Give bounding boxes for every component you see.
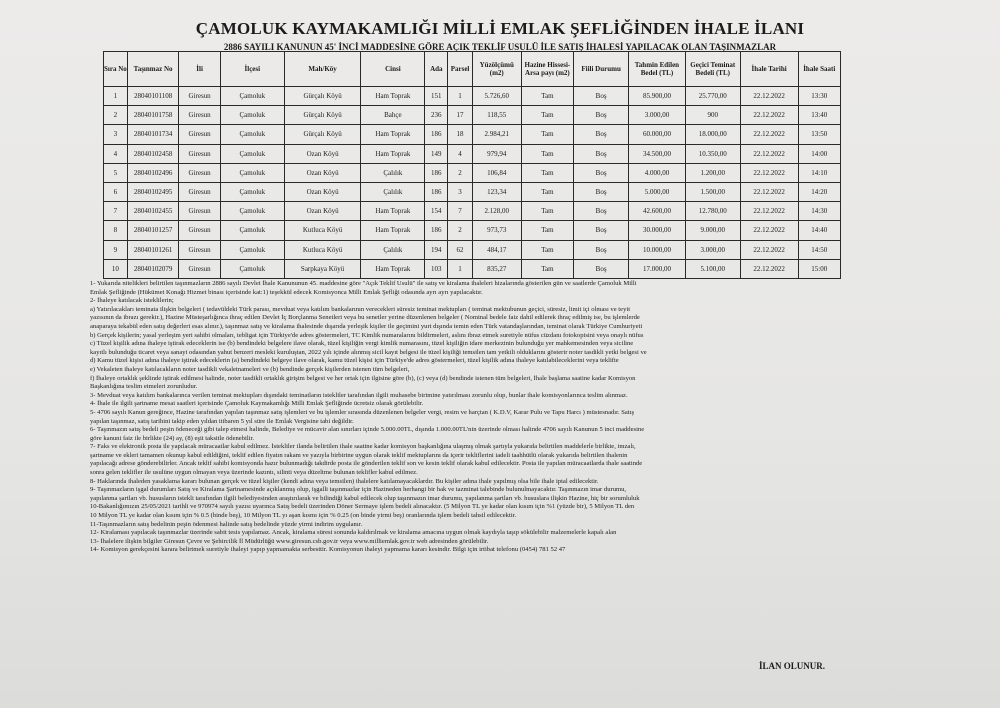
- table-cell: 22.12.2022: [740, 87, 798, 106]
- table-cell: Ozan Köyü: [284, 144, 360, 163]
- column-header: Mah/Köy: [284, 52, 360, 87]
- table-row: [104, 221, 841, 240]
- table-cell: 22.12.2022: [740, 106, 798, 125]
- table-cell: Gürçalı Köyü: [284, 87, 360, 106]
- table-cell: 60.000,00: [629, 125, 686, 144]
- table-cell: 123,34: [472, 182, 521, 201]
- table-cell: Tam: [521, 182, 574, 201]
- table-cell: 22.12.2022: [740, 221, 798, 240]
- table-cell: Ham Toprak: [361, 87, 425, 106]
- table-cell: 1: [448, 259, 473, 278]
- table-cell: Çamoluk: [220, 106, 284, 125]
- table-cell: 28040102079: [127, 259, 179, 278]
- table-cell: Tam: [521, 259, 574, 278]
- table-cell: 10.350,00: [685, 144, 740, 163]
- table-cell: 3.000,00: [685, 240, 740, 259]
- table-cell: 22.12.2022: [740, 125, 798, 144]
- table-cell: Tam: [521, 221, 574, 240]
- table-cell: Çalılık: [361, 182, 425, 201]
- table-cell: 6: [104, 182, 128, 201]
- table-cell: 28040101257: [127, 221, 179, 240]
- column-header: İhale Saati: [798, 52, 840, 87]
- table-row: [104, 182, 841, 201]
- table-cell: 1.200,00: [685, 163, 740, 182]
- note-line: yapılanma şartları vb. hususların istekli tarafından ilgili belediyesinden araştırılarak ve bilindiği kabul edilecek olup taşınmazın imar durumu, yapılanma şartları vb. hususlara ilişkin Hazine, hiç bir sorumluluk: [90, 494, 640, 502]
- note-line: 12- Kiralaması yapılacak taşınmazlar üzerinde sabit tesis yapılamaz. Ancak, kiralama süresi sonunda kaldırılmak ve kiralama amacına uygun olmak kaydıyla taşıp sökülebilir malzemelerle kapalı alan: [90, 529, 617, 537]
- table-cell: Kutluca Köyü: [284, 221, 360, 240]
- table-cell: 186: [425, 182, 448, 201]
- table-cell: 14:40: [798, 221, 840, 240]
- table-cell: 14:00: [798, 144, 840, 163]
- table-cell: 186: [425, 125, 448, 144]
- page-title: ÇAMOLUK KAYMAKAMLIĞI MİLLİ EMLAK ŞEFLİĞİNDEN İHALE İLANI: [195, 19, 805, 38]
- column-header: Yüzölçümü (m2): [472, 52, 521, 87]
- table-cell: 15:00: [798, 259, 840, 278]
- table-cell: Boş: [574, 163, 629, 182]
- table-cell: 154: [425, 202, 448, 221]
- table-cell: 5.726,60: [472, 87, 521, 106]
- note-line: kayıtlı bulunduğu ticaret veya sanayi odasından yahut benzeri mesleki kuruluştan, 2022 yılı içinde alınmış sicil kayıt belgesi ile tüzel kişiliği temsilen tam yetkili olduklarını gösterir noter tasdikli yetki belgesi ve: [90, 348, 647, 356]
- table-cell: 5.000,00: [629, 182, 686, 201]
- note-line: 14- Komisyon gerekçesini karara belirtmek suretiyle ihaleyi yapıp yapmamakta serbesttir. Komisyonun ihaleyi yapmama kararı kesindir. Bilgi için irtibat telefonu (0454) 781 52 47: [90, 546, 566, 554]
- table-cell: 4: [104, 144, 128, 163]
- table-cell: Giresun: [179, 106, 220, 125]
- table-cell: Tam: [521, 163, 574, 182]
- table-cell: 22.12.2022: [740, 240, 798, 259]
- table-cell: 5: [104, 163, 128, 182]
- table-cell: Boş: [574, 144, 629, 163]
- table-cell: Giresun: [179, 259, 220, 278]
- table-cell: Çamoluk: [220, 202, 284, 221]
- table-cell: 3: [448, 182, 473, 201]
- table-cell: 3: [104, 125, 128, 144]
- table-cell: Çamoluk: [220, 144, 284, 163]
- table-cell: 14:50: [798, 240, 840, 259]
- table-cell: 10.000,00: [629, 240, 686, 259]
- note-line: anaparaya tekabül eden satış değerleri esas alınır.), taşınmaz satış ve kiralama ihalesinde dışarıda yerleşik kişiler ile geçimini yurt dışında temin eden Türk vatandaşlarından, teminat olarak Türkiye Cumhuriyeti: [90, 322, 643, 330]
- table-cell: 186: [425, 221, 448, 240]
- table-cell: 979,94: [472, 144, 521, 163]
- note-line: 6- Taşınmazın satış bedeli peşin ödeneceği gibi talep etmesi halinde, Belediye ve mücavir alan sınırları içinde 5.000.00TL, dışında 1.000.00TL'nin üzerinde olması halinde 4706 sayılı Kanunun 5 inci maddesine: [90, 426, 645, 434]
- table-cell: 2: [448, 163, 473, 182]
- table-row: [104, 106, 841, 125]
- note-line: b) Gerçek kişilerin; yasal yerleşim yeri sahibi olmaları, tebligat için Türkiye'de adres göstermeleri, TC Kimlik numaralarını bildirmeleri, aslını ibraz etmek suretiyle nüfus cüzdanı fotokopisini veya onaylı nüfus: [90, 331, 644, 339]
- table-cell: 10: [104, 259, 128, 278]
- table-cell: 13:50: [798, 125, 840, 144]
- table-cell: 1: [104, 87, 128, 106]
- table-cell: Çamoluk: [220, 259, 284, 278]
- note-line: Başkanlığına teslim etmeleri zorunludur.: [90, 383, 198, 391]
- table-cell: 17.000,00: [629, 259, 686, 278]
- table-cell: Giresun: [179, 125, 220, 144]
- column-header: Sıra No: [104, 52, 128, 87]
- table-cell: 7: [104, 202, 128, 221]
- table-cell: 22.12.2022: [740, 182, 798, 201]
- table-cell: 25.770,00: [685, 87, 740, 106]
- note-line: c) Tüzel kişilik adına ihaleye iştirak edeceklerin ise (b) bendindeki belgelere ilave olarak, tüzel kişiliğin vergi kimlik numarasını, tüzel kişiliğin idare merkezinin bulunduğu yer mahkemesinden veya siciline: [90, 340, 634, 348]
- table-cell: 4: [448, 144, 473, 163]
- table-cell: 186: [425, 163, 448, 182]
- note-line: 4- İhale ile ilgili şartname mesai saatleri içerisinde Çamoluk Kaymakamlığı Milli Emlak Şefliğinde ücretsiz olarak görülebilir.: [90, 400, 424, 408]
- table-cell: 4.000,00: [629, 163, 686, 182]
- note-line: yapılacağı adrese gönderebilirler. Ancak teklif sahibi komisyonda hazır bulunmadığı takdirde posta ile gönderilen teklif son ve kesin teklif olarak kabul edilecektir. Posta ile yapılan müracaatlarda ihale saatinde: [90, 460, 643, 468]
- table-cell: 28040101734: [127, 125, 179, 144]
- table-cell: 28040101261: [127, 240, 179, 259]
- table-row: [104, 240, 841, 259]
- table-cell: 28040102455: [127, 202, 179, 221]
- table-cell: 484,17: [472, 240, 521, 259]
- table-cell: 5.100,00: [685, 259, 740, 278]
- note-line: 9- Taşınmazların işgal durumları Satış ve Kiralama Şartnamesinde açıklanmış olup, işgalli taşınmazlar için Hazineden herhangi bir hak ve tazminat talebinde bulunulmayacaktır. Taşınmazın imar durumu,: [90, 486, 627, 494]
- table-cell: 14:10: [798, 163, 840, 182]
- table-cell: 149: [425, 144, 448, 163]
- note-line: 1- Yukarıda nitelikleri belirtilen taşınmazların 2886 sayılı Devlet İhale Kanununun 45. maddesine göre "Açık Teklif Usulü" ile satış ve kiralama ihaleleri hizalarında gösterilen gün ve saatlerde Çamoluk Milli: [90, 280, 637, 287]
- table-cell: 22.12.2022: [740, 202, 798, 221]
- table-cell: 18: [448, 125, 473, 144]
- table-cell: Giresun: [179, 182, 220, 201]
- column-header: Ada: [425, 52, 448, 87]
- note-line: Emlak Şefliğinde (Hükümet Konağı Hizmet binası içerisinde kat:1) teşekkül edecek Komisyonca Milli Emlak Şefliği odasında ayrı ayrı yapılacaktır.: [90, 288, 483, 296]
- note-line: yapılan taşınmaz, satış tarihini takip eden yıldan itibaren 5 yıl süre ile Emlak Vergisine tabi değildir.: [90, 417, 354, 425]
- table-cell: Boş: [574, 202, 629, 221]
- table-cell: Giresun: [179, 202, 220, 221]
- table-cell: 900: [685, 106, 740, 125]
- table-row: [104, 163, 841, 182]
- table-cell: 22.12.2022: [740, 144, 798, 163]
- column-header: Geçici Teminat Bedeli (TL): [685, 52, 740, 87]
- table-cell: 12.780,00: [685, 202, 740, 221]
- column-header: İlçesi: [220, 52, 284, 87]
- table-cell: Giresun: [179, 163, 220, 182]
- table-cell: Çamoluk: [220, 87, 284, 106]
- table-cell: 42.600,00: [629, 202, 686, 221]
- table-cell: Ozan Köyü: [284, 182, 360, 201]
- table-cell: 22.12.2022: [740, 259, 798, 278]
- table-cell: 13:30: [798, 87, 840, 106]
- table-row: [104, 202, 841, 221]
- column-header: Parsel: [448, 52, 473, 87]
- table-cell: Tam: [521, 144, 574, 163]
- column-header: Taşınmaz No: [127, 52, 179, 87]
- note-line: d) Kamu tüzel kişisi adına ihaleye iştirak edeceklerin (a) bendindeki belgeye ilave olarak, kamu tüzel kişisi için Türkiye'de adres göstermeleri, tüzel kişilik adına ihaleye katılabileceklerini veya teklifte: [90, 357, 619, 365]
- table-cell: Çamoluk: [220, 182, 284, 201]
- table-cell: Çalılık: [361, 240, 425, 259]
- table-cell: 28040101108: [127, 87, 179, 106]
- table-cell: 17: [448, 106, 473, 125]
- note-line: 10-Bakanlığımızın 25/05/2021 tarihli ve 970974 sayılı yazısı uyarınca Satış bedeli üzerinden Döner Sermaye işlem bedeli alınacaktır. (5 Milyon TL ye kadar olan kısım için %1 (yüzde bir), 5 Milyon TL den: [90, 503, 635, 511]
- note-line: 8- Haklarında ihaleden yasaklama kararı bulunan gerçek ve tüzel kişiler (kendi adına veya temsilen) ihalelere katılamayacaklardır. Bu kişiler adına ihale yapılmış olsa bile ihale iptal edilecektir.: [90, 477, 599, 485]
- table-cell: Ham Toprak: [361, 144, 425, 163]
- table-cell: Tam: [521, 240, 574, 259]
- table-cell: 34.500,00: [629, 144, 686, 163]
- property-table: [103, 51, 841, 279]
- note-line: 11-Taşınmazların satış bedelinin peşin ödenmesi halinde satış bedelinde yüzde yirmi indirim uygulanır.: [90, 520, 363, 528]
- table-cell: 103: [425, 259, 448, 278]
- table-cell: 118,55: [472, 106, 521, 125]
- table-cell: Boş: [574, 182, 629, 201]
- table-cell: Ham Toprak: [361, 221, 425, 240]
- note-line: göre kanuni faiz ile birlikte (24) ay, (8) eşit taksitle ödenebilir.: [90, 434, 254, 442]
- note-line: f) İhaleye ortaklık şeklinde iştirak edilmesi halinde, noter tasdikli ortaklık girişim belgesi ve her ortak için ilgisine göre (b), (c) veya (d) bendinde istenen tüm belgeleri, İhale başlama saatine kadar Komisyon: [90, 374, 636, 382]
- table-cell: 28040102495: [127, 182, 179, 201]
- note-line: 13- İhalelere ilişkin bilgiler Giresun Çevre ve Şehircilik İl Müdürlüğü www.giresun.csb.gov.tr veya www.milliemlak.gov.tr web adresinden görülebilir.: [90, 537, 489, 545]
- table-row: [104, 144, 841, 163]
- table-cell: 14:20: [798, 182, 840, 201]
- table-row: [104, 259, 841, 278]
- table-row: [104, 125, 841, 144]
- table-cell: 7: [448, 202, 473, 221]
- note-line: 7- Faks ve elektronik posta ile yapılacak müracaatlar kabul edilmez. İstekliler ilanda belirtilen ihale saatine kadar komisyon başkanlığına ulaşmış olmak şartıyla yukarıda belirtilen maddelerle birlikte, imzalı,: [90, 443, 636, 451]
- table-cell: Giresun: [179, 240, 220, 259]
- column-header: İli: [179, 52, 220, 87]
- table-cell: Ham Toprak: [361, 259, 425, 278]
- table-cell: Tam: [521, 106, 574, 125]
- column-header: Hazine Hissesi-Arsa payı (m2): [521, 52, 574, 87]
- note-line: 2- İhaleye katılacak isteklilerin;: [90, 297, 174, 305]
- table-cell: Çamoluk: [220, 221, 284, 240]
- table-cell: Gürçalı Köyü: [284, 125, 360, 144]
- table-cell: Gürçalı Köyü: [284, 106, 360, 125]
- table-cell: Kutluca Köyü: [284, 240, 360, 259]
- table-cell: 13:40: [798, 106, 840, 125]
- table-cell: 835,27: [472, 259, 521, 278]
- table-cell: 973,73: [472, 221, 521, 240]
- table-cell: 28040101758: [127, 106, 179, 125]
- table-cell: Çamoluk: [220, 125, 284, 144]
- table-cell: 3.000,00: [629, 106, 686, 125]
- note-line: 10 Milyon TL ye kadar olan kısım için % 0.5 (binde beş), 10 Milyon TL yı aşan kısmı için % 0.25 (on binde yirmi beş) oranlarında işlem bedeli tahsil edilecektir.: [90, 512, 517, 520]
- table-cell: Çalılık: [361, 163, 425, 182]
- table-cell: Giresun: [179, 87, 220, 106]
- table-cell: Boş: [574, 125, 629, 144]
- table-cell: Ham Toprak: [361, 125, 425, 144]
- table-cell: Tam: [521, 125, 574, 144]
- table-cell: 194: [425, 240, 448, 259]
- note-line: yazısının da ibrazı gerekir.), Hazine Müsteşarlığınca ihraç edilen Devlet İç Borçlanma Senetleri veya bu senetler yerine düzenlenen belgeler ( Nominal bedele faiz dahil edilerek ihraç edilmiş ise, bu işlemlerde: [90, 314, 640, 322]
- note-line: 3- Mevduat veya katılım bankalarınca verilen teminat mektupları dışındaki teminatların istekliler tarafından ilgili muhasebe birimine yatırılması zorunlu olup, bunlar ihale komisyonlarınca teslim alınmaz.: [90, 391, 628, 399]
- note-line: 5- 4706 sayılı Kanun gereğince, Hazine tarafından yapılan taşınmaz satış işlemleri ve bu işlemler sırasında düzenlenen belgeler vergi, resim ve harçtan ( K.D.V, Karar Pulu ve Tapu Harcı ) müstesnadır. Satış: [90, 408, 635, 416]
- table-cell: Boş: [574, 106, 629, 125]
- table-cell: Boş: [574, 87, 629, 106]
- table-cell: Çamoluk: [220, 163, 284, 182]
- table-cell: 2.128,00: [472, 202, 521, 221]
- table-cell: 106,84: [472, 163, 521, 182]
- note-line: e) Vekaleten ihaleye katılacakların noter tasdikli vekaletnameleri ve (b) bendinde gerçek kişilerden istenen tüm belgeleri,: [90, 365, 410, 373]
- table-cell: Ham Toprak: [361, 202, 425, 221]
- table-header-row: [104, 52, 841, 87]
- table-cell: 22.12.2022: [740, 163, 798, 182]
- table-cell: Çamoluk: [220, 240, 284, 259]
- table-cell: Boş: [574, 259, 629, 278]
- column-header: Cinsi: [361, 52, 425, 87]
- table-cell: Boş: [574, 221, 629, 240]
- table-cell: 236: [425, 106, 448, 125]
- table-cell: Ozan Köyü: [284, 163, 360, 182]
- column-header: Tahmin Edilen Bedel (TL): [629, 52, 686, 87]
- table-cell: 85.900,00: [629, 87, 686, 106]
- table-cell: 2: [448, 221, 473, 240]
- table-cell: 1.500,00: [685, 182, 740, 201]
- table-cell: Giresun: [179, 221, 220, 240]
- table-cell: 8: [104, 221, 128, 240]
- table-cell: Tam: [521, 87, 574, 106]
- table-cell: 2: [104, 106, 128, 125]
- note-line: şartname ve ekleri tamamen okunup kabul edildiğini, teklif edilen fiyatın rakam ve yazıyla birbirine uygun olarak teklif mektuplarını da içerir tekliflerini iadeli taahhütlü olarak yukarıda belirtilen ihalenin: [90, 451, 628, 459]
- signature: İLAN OLUNUR.: [759, 661, 826, 671]
- table-cell: Sarpkaya Köyü: [284, 259, 360, 278]
- column-header: İhale Tarihi: [740, 52, 798, 87]
- note-line: a) Yatırılacakları teminata ilişkin belgeleri ( tedavüldeki Türk parası, mevduat veya katılım bankalarının verecekleri süresiz teminat mektupları ( teminat mektubunun geçici, süresiz, limit içi olması ve teyit: [90, 305, 631, 313]
- table-cell: Tam: [521, 202, 574, 221]
- page-subtitle: 2886 SAYILI KANUNUN 45' İNCİ MADDESİNE GÖRE AÇIK TEKLİF USULÜ İLE SATIŞ İHALESİ YAPILACAK OLAN TAŞINMAZLAR: [223, 42, 777, 52]
- notes-section: [90, 280, 834, 555]
- table-cell: 151: [425, 87, 448, 106]
- table-cell: 9: [104, 240, 128, 259]
- table-row: [104, 87, 841, 106]
- column-header: Fiili Durumu: [574, 52, 629, 87]
- table-cell: 18.000,00: [685, 125, 740, 144]
- table-cell: Boş: [574, 240, 629, 259]
- table-cell: Giresun: [179, 144, 220, 163]
- table-cell: Bahçe: [361, 106, 425, 125]
- table-cell: 9.000,00: [685, 221, 740, 240]
- table-cell: Ozan Köyü: [284, 202, 360, 221]
- table-cell: 2.984,21: [472, 125, 521, 144]
- table-cell: 30.000,00: [629, 221, 686, 240]
- table-cell: 28040102496: [127, 163, 179, 182]
- table-cell: 62: [448, 240, 473, 259]
- table-cell: 1: [448, 87, 473, 106]
- table-cell: 28040102458: [127, 144, 179, 163]
- note-line: sonra gelen teklifler ile usulüne uygun olmayan veya üzerinde kazıntı, silinti veya düzeltme bulunan teklifler kabul edilmez.: [90, 469, 418, 477]
- table-cell: 14:30: [798, 202, 840, 221]
